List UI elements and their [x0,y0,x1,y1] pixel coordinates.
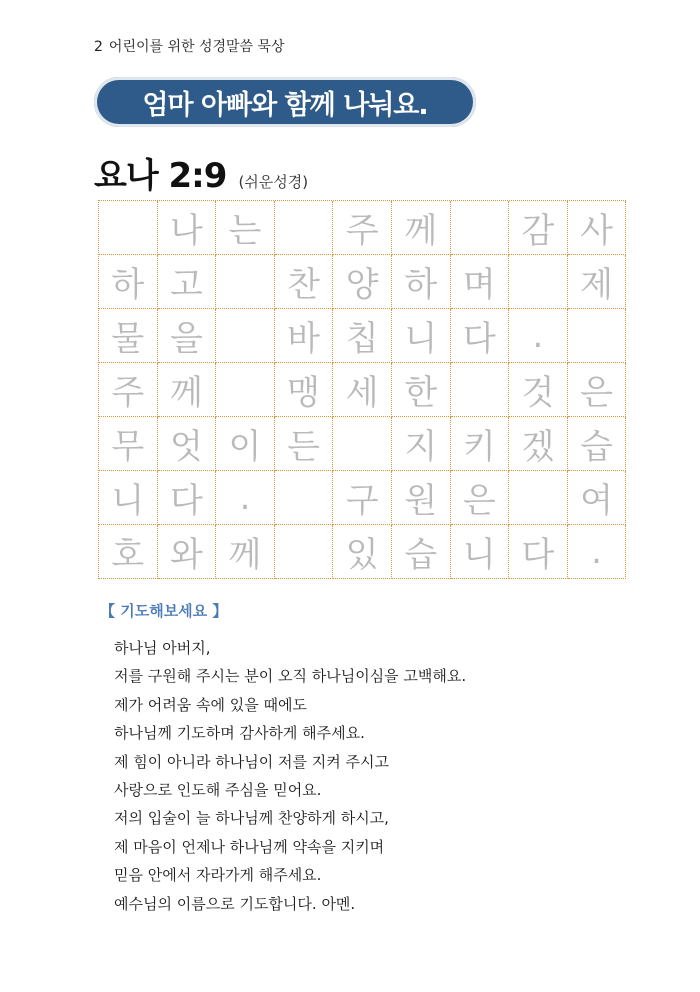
prayer-title: 【 기도해보세요 】 [100,602,228,620]
grid-cell: 다 [509,525,568,579]
grid-cell: 감 [509,201,568,255]
grid-cell: 엇 [158,417,217,471]
tracing-grid [98,200,626,579]
grid-cell: 바 [275,309,334,363]
grid-cell: 겠 [509,417,568,471]
grid-cell: 은 [568,363,627,417]
grid-cell: 께 [392,201,451,255]
grid-cell: 원 [392,471,451,525]
bible-version: (쉬운성경) [238,173,309,191]
grid-cell [216,309,275,363]
grid-cell: . [216,471,275,525]
grid-cell: 께 [216,525,275,579]
prayer-line: 믿음 안에서 자라가게 해주세요. [114,866,322,885]
grid-cell: 은 [451,471,510,525]
grid-cell: 다 [158,471,217,525]
grid-cell: 양 [333,255,392,309]
grid-cell [333,417,392,471]
grid-cell: 한 [392,363,451,417]
grid-cell [509,255,568,309]
verse-ref-text: 요나 2:9 [94,156,227,196]
grid-cell: 무 [99,417,158,471]
grid-cell: 맹 [275,363,334,417]
grid-cell: 을 [158,309,217,363]
prayer-text [114,634,466,918]
prayer-line: 저의 입술이 늘 하나님께 찬양하게 하시고, [114,809,389,828]
grid-cell: 세 [333,363,392,417]
grid-cell: 물 [99,309,158,363]
grid-cell: 있 [333,525,392,579]
grid-cell [275,525,334,579]
grid-cell [509,471,568,525]
grid-cell: 니 [392,309,451,363]
grid-cell: 다 [451,309,510,363]
prayer-line: 하나님께 기도하며 감사하게 해주세요. [114,724,365,743]
grid-cell: 키 [451,417,510,471]
grid-cell: 찬 [275,255,334,309]
grid-cell: 께 [158,363,217,417]
verse-reference [94,148,308,197]
grid-cell: 는 [216,201,275,255]
prayer-line: 제 힘이 아니라 하나님이 저를 지켜 주시고 [114,752,389,771]
grid-cell: 하 [99,255,158,309]
prayer-line: 사랑으로 인도해 주심을 믿어요. [114,781,322,800]
grid-cell: 칩 [333,309,392,363]
prayer-line: 제 마음이 언제나 하나님께 약속을 지키며 [114,837,385,856]
grid-cell: 고 [158,255,217,309]
section-banner [94,77,476,127]
grid-cell: . [568,525,627,579]
grid-cell: 구 [333,471,392,525]
prayer-line: 하나님 아버지, [114,639,211,657]
grid-cell [451,201,510,255]
grid-cell [275,471,334,525]
grid-cell: 습 [568,417,627,471]
grid-cell: 사 [568,201,627,255]
grid-cell: 이 [216,417,275,471]
grid-cell [451,363,510,417]
banner-text: 엄마 아빠와 함께 나눠요. [142,89,428,121]
grid-cell: . [509,309,568,363]
grid-cell: 와 [158,525,217,579]
grid-cell: 하 [392,255,451,309]
grid-cell: 습 [392,525,451,579]
grid-cell: 며 [451,255,510,309]
prayer-line: 예수님의 이름으로 기도합니다. 아멘. [114,894,356,913]
prayer-line: 제가 어려움 속에 있을 때에도 [114,695,307,714]
grid-cell [99,201,158,255]
grid-cell [216,255,275,309]
grid-cell: 나 [158,201,217,255]
grid-cell: 주 [99,363,158,417]
grid-cell: 호 [99,525,158,579]
grid-cell: 니 [451,525,510,579]
book-title: 어린이를 위한 성경말씀 묵상 [108,39,285,55]
prayer-line: 저를 구원해 주시는 분이 오직 하나님이심을 고백해요. [114,667,467,686]
grid-cell: 든 [275,417,334,471]
page-number: 2 [94,39,103,55]
grid-cell: 제 [568,255,627,309]
grid-cell [216,363,275,417]
grid-cell: 주 [333,201,392,255]
page-header [94,36,285,56]
grid-cell: 여 [568,471,627,525]
grid-cell [568,309,627,363]
grid-cell: 것 [509,363,568,417]
grid-cell: 지 [392,417,451,471]
grid-cell [275,201,334,255]
grid-cell: 니 [99,471,158,525]
